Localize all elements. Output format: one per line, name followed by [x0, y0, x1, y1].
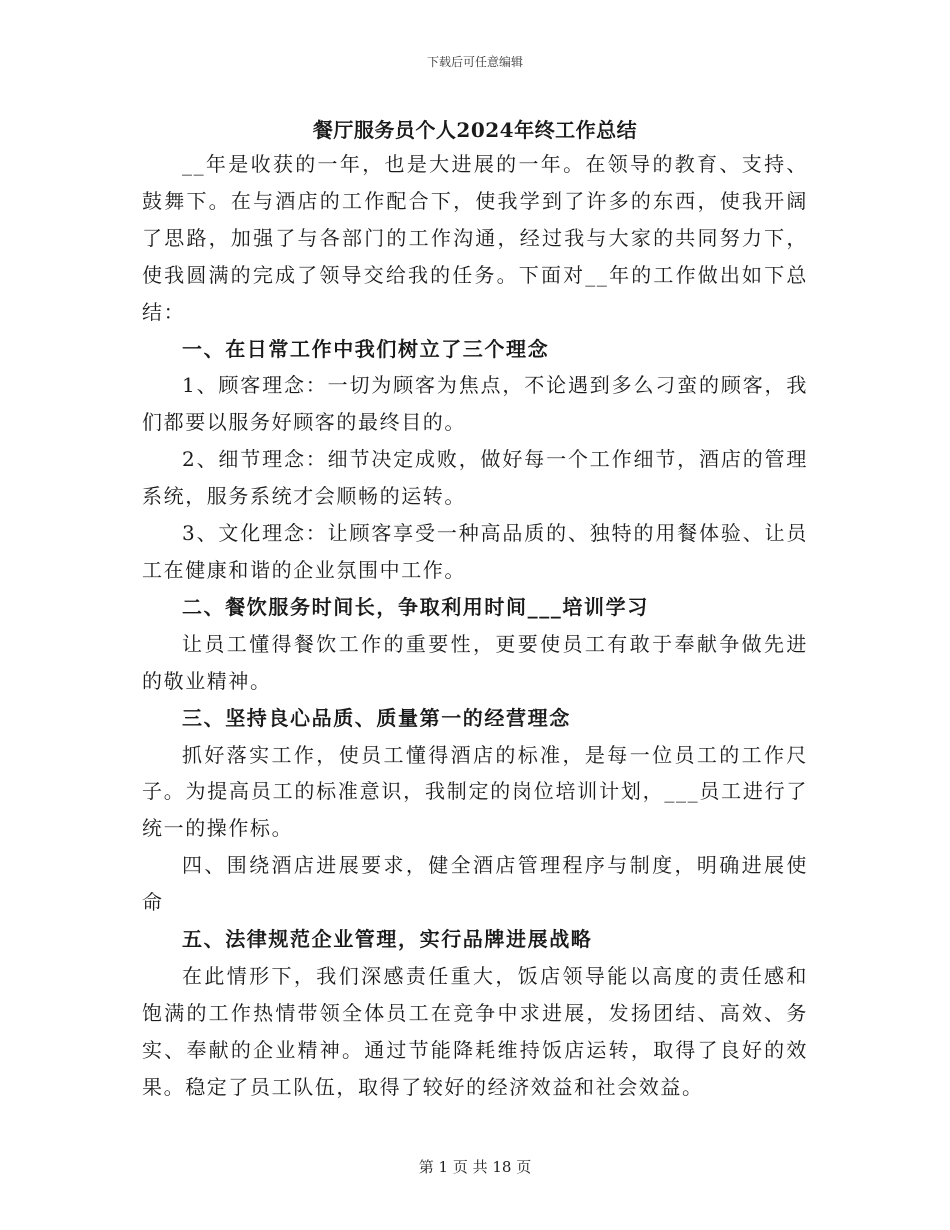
- section-2-heading: 二、餐饮服务时间长，争取利用时间___培训学习: [182, 594, 649, 619]
- section-5-paragraph: 在此情形下，我们深感责任重大，饭店领导能以高度的责任感和饱满的工作热情带领全体员工在竞争中求进展，发扬团结、高效、务实、奉献的企业精神。通过节能降耗维持饭店运转，取得了良好的效果。稳定了员工队伍，取得了较好的经济效益和社会效益。: [142, 963, 808, 1099]
- section-1-item-3: 3、文化理念：让顾客享受一种高品质的、独特的用餐体验、让员工在健康和谐的企业氛围中工作。: [142, 521, 808, 582]
- section-2-paragraph: 让员工懂得餐饮工作的重要性，更要使员工有敢于奉献争做先进的敬业精神。: [142, 631, 808, 693]
- header-note: 下载后可任意编辑: [426, 55, 523, 69]
- section-3-paragraph: 抓好落实工作，使员工懂得酒店的标准，是每一位员工的工作尺子。为提高员工的标准意识，我制定的岗位培训计划，___员工进行了统一的操作标。: [142, 742, 808, 841]
- intro-paragraph: __年是收获的一年，也是大进展的一年。在领导的教育、支持、鼓舞下。在与酒店的工作配合下，使我学到了许多的东西，使我开阔了思路，加强了与各部门的工作沟通，经过我与大家的共同努力下，使我圆满的完成了领导交给我的任务。下面对__年的工作做出如下总结：: [142, 152, 808, 324]
- section-3-heading: 三、坚持良心品质、质量第一的经营理念: [182, 705, 571, 730]
- document-body: [142, 146, 808, 1106]
- section-4-paragraph: 四、围绕酒店进展要求，健全酒店管理程序与制度，明确进展使命: [142, 853, 808, 915]
- section-1-item-2: 2、细节理念：细节决定成败，做好每一个工作细节，酒店的管理系统，服务系统才会顺畅的运转。: [142, 447, 808, 509]
- section-1-item-1: 1、顾客理念：一切为顾客为焦点，不论遇到多么刁蛮的顾客，我们都要以服务好顾客的最终目的。: [142, 373, 808, 435]
- document-title: 餐厅服务员个人2024年终工作总结: [312, 118, 638, 142]
- section-1-heading: 一、在日常工作中我们树立了三个理念: [182, 336, 550, 361]
- page-footer: 第 1 页 共 18 页: [418, 1158, 532, 1176]
- section-5-heading: 五、法律规范企业管理，实行品牌进展战略: [182, 927, 593, 952]
